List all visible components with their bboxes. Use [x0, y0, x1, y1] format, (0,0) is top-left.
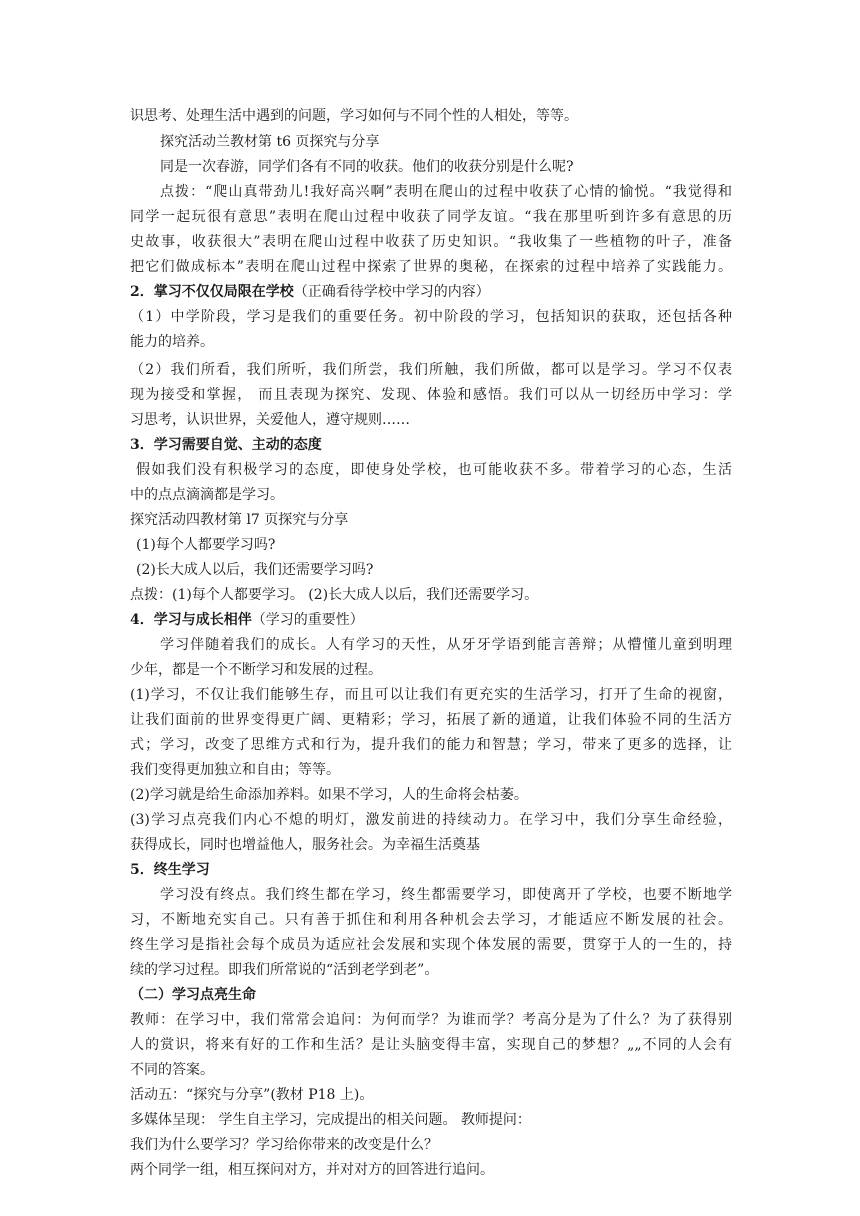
section-4-title: 4．学习与成长相伴: [130, 612, 252, 628]
paragraph-line: 习，不断地充实自己。只有善于抓住和利用各种机会去学习，才能适应不断发展的社会。: [130, 912, 732, 928]
section-2-note: （正确看待学校中学习的内容）: [293, 284, 490, 300]
paragraph-line: 能力的培养。: [130, 334, 214, 350]
paragraph-line: (3)学习点亮我们内心不熄的明灯，激发前进的持续动力。在学习中，我们分享生命经验，: [130, 812, 732, 828]
activity-3-title: 探究活动兰教材第 t6 页探究与分享: [160, 134, 380, 150]
paragraph-line: 把它们做成标本”表明在爬山过程中探索了世界的奥秘，在探索的过程中培养了实践能力。: [130, 259, 732, 275]
paragraph-line: 点拨：“爬山真带劲儿!我好高兴啊”表明在爬山的过程中收获了心情的愉悦。“我觉得和: [160, 184, 732, 200]
paragraph-line: (1)学习，不仅让我们能够生存，而且可以让我们有更充实的生活学习，打开了生命的视窗，: [130, 687, 732, 703]
paragraph-line: 少年，都是一个不断学习和发展的过程。: [130, 662, 382, 678]
paragraph-line: 式；学习，改变了思维方式和行为，提升我们的能力和智慧；学习，带来了更多的选择，让: [130, 737, 732, 753]
paragraph-line: 终生学习是指社会每个成员为适应社会发展和实现个体发展的需要，贯穿于人的一生的，持: [130, 937, 732, 953]
activity-5-title: 活动五：“探究与分享”(教材 P18 上)。: [130, 1087, 374, 1103]
paragraph-line: 同学一起玩很有意思”表明在爬山过程中收获了同学友谊。“我在那里听到许多有意思的历: [130, 209, 732, 225]
paragraph-line: 中的点点滴滴都是学习。: [130, 487, 284, 503]
question-1: (1)每个人都要学习吗?: [136, 537, 276, 553]
section-4-note: （学习的重要性）: [251, 612, 364, 628]
paragraph-line: （1）中学阶段，学习是我们的重要任务。初中阶段的学习，包括知识的获取，还包括各种: [130, 309, 732, 325]
activity-4-title: 探究活动四教材第 l7 页探究与分享: [130, 512, 349, 528]
paragraph-line: 让我们面前的世界变得更广阔、更精彩；学习，拓展了新的通道，让我们体验不同的生活方: [130, 712, 732, 728]
paragraph-line: 学习伴随着我们的成长。人有学习的天性，从牙牙学语到能言善辩；从懵懂儿童到明理: [160, 637, 732, 653]
paragraph-line: 多媒体呈现： 学生自主学习，完成提出的相关问题。 教师提问：: [130, 1112, 531, 1128]
section-2-title: 2．掌习不仅仅局限在学校: [130, 284, 294, 300]
paragraph-line: 我们为什么要学习？学习给你带来的改变是什么？: [130, 1137, 438, 1153]
paragraph-line: 教师：在学习中，我们常常会追问：为何而学？为谁而学？考高分是为了什么？为了获得别: [130, 1012, 732, 1028]
paragraph-line: (2)学习就是给生命添加养料。如果不学习，人的生命将会枯萎。: [130, 787, 528, 803]
paragraph-line: 假如我们没有积极学习的态度，即使身处学校，也可能收获不多。带着学习的心态，生活: [136, 462, 732, 478]
section-3-title: 3．学习需要自觉、主动的态度: [130, 437, 322, 453]
paragraph-line: 史故事，收获很大”表明在爬山过程中收获了历史知识。“我收集了一些植物的叶子，准备: [130, 234, 732, 250]
section-2-heading: [130, 278, 490, 306]
paragraph-line: 点拨：(1)每个人都要学习。 (2)长大成人以后，我们还需要学习。: [130, 587, 539, 603]
paragraph-line: （2）我们所看，我们所听，我们所尝，我们所触，我们所做，都可以是学习。学习不仅表: [130, 362, 732, 378]
paragraph-line: 习思考，认识世界，关爱他人，遵守规则……: [130, 412, 410, 428]
paragraph-line: 现为接受和掌握， 而且表现为探究、发现、体验和感悟。我们可以从一切经历中学习：学: [130, 387, 732, 403]
paragraph-line: 同是一次春游，同学们各有不同的收获。他们的收获分别是什么呢?: [160, 159, 574, 175]
subsection-title: （二）学习点亮生命: [130, 987, 256, 1003]
section-5-title: 5．终生学习: [130, 862, 210, 878]
paragraph-line: 两个同学一组，相互探问对方，并对对方的回答进行追问。: [130, 1162, 494, 1178]
section-4-heading: [130, 606, 364, 634]
paragraph-line: 人的赏识，将来有好的工作和生活？是让头脑变得丰富，实现自己的梦想？„„不同的人会有: [130, 1037, 732, 1053]
question-2: (2)长大成人以后，我们还需要学习吗?: [136, 562, 374, 578]
paragraph-line: 我们变得更加独立和自由；等等。: [130, 762, 340, 778]
paragraph-line: 学习没有终点。我们终生都在学习，终生都需要学习，即使离开了学校，也要不断地学: [160, 887, 732, 903]
paragraph-line: 获得成长，同时也增益他人，服务社会。为幸福生活奠基: [130, 837, 480, 853]
paragraph-line: 不同的答案。: [130, 1062, 214, 1078]
paragraph-line: 续的学习过程。即我们所常说的“活到老学到老”。: [130, 962, 439, 978]
paragraph-line: 识思考、处理生活中遇到的问题，学习如何与不同个性的人相处，等等。: [130, 108, 578, 124]
